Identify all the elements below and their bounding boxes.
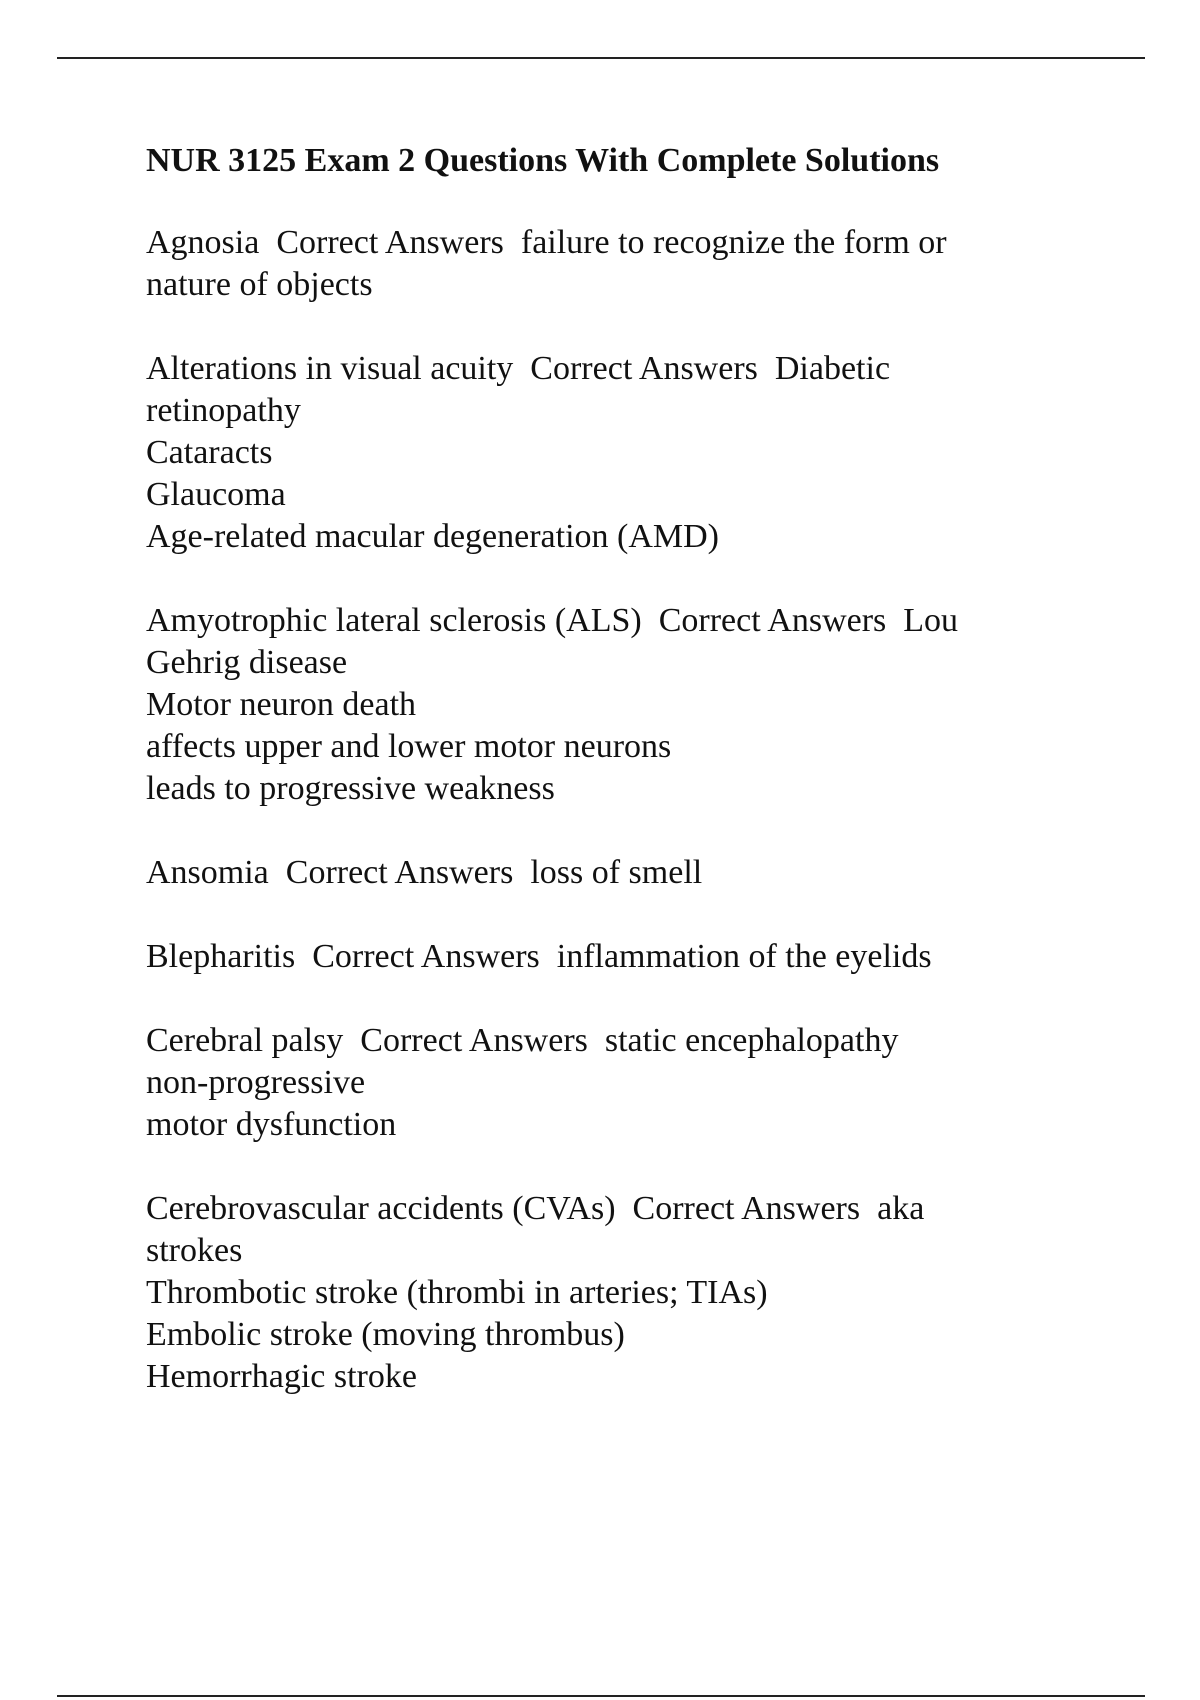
- entry-visual-acuity: [146, 348, 1046, 558]
- entry-blepharitis: [146, 936, 1046, 978]
- entry-agnosia: [146, 222, 1046, 306]
- document-title: NUR 3125 Exam 2 Questions With Complete Solutions: [146, 142, 940, 179]
- entry-line: Gehrig disease: [146, 644, 348, 681]
- entry-line: non-progressive: [146, 1064, 366, 1101]
- entry-line: leads to progressive weakness: [146, 770, 555, 807]
- entry-line: Ansomia Correct Answers loss of smell: [146, 854, 703, 891]
- entry-line: Amyotrophic lateral sclerosis (ALS) Correct Answers Lou: [146, 602, 959, 639]
- entry-line: strokes: [146, 1232, 243, 1269]
- entry-als: [146, 600, 1046, 810]
- entry-line: Hemorrhagic stroke: [146, 1358, 417, 1395]
- entry-line: Alterations in visual acuity Correct Answers Diabetic: [146, 350, 891, 387]
- entry-line: affects upper and lower motor neurons: [146, 728, 672, 765]
- entry-line: Age-related macular degeneration (AMD): [146, 518, 720, 555]
- footer-rule: [57, 1695, 1145, 1697]
- entry-line: Agnosia Correct Answers failure to recognize the form or: [146, 224, 947, 261]
- entry-line: Motor neuron death: [146, 686, 417, 723]
- entry-cva: [146, 1188, 1046, 1398]
- header-rule: [57, 57, 1145, 59]
- entry-line: Embolic stroke (moving thrombus): [146, 1316, 625, 1353]
- document-body: [146, 140, 1046, 1440]
- entry-line: Blepharitis Correct Answers inflammation of the eyelids: [146, 938, 932, 975]
- entry-line: retinopathy: [146, 392, 301, 429]
- entry-line: Cerebral palsy Correct Answers static encephalopathy: [146, 1022, 899, 1059]
- entry-line: Glaucoma: [146, 476, 286, 513]
- entry-line: motor dysfunction: [146, 1106, 397, 1143]
- entry-cerebral-palsy: [146, 1020, 1046, 1146]
- entry-line: Thrombotic stroke (thrombi in arteries; TIAs): [146, 1274, 768, 1311]
- entry-line: nature of objects: [146, 266, 373, 303]
- entry-line: Cerebrovascular accidents (CVAs) Correct Answers aka: [146, 1190, 925, 1227]
- entry-ansomia: [146, 852, 1046, 894]
- entry-line: Cataracts: [146, 434, 273, 471]
